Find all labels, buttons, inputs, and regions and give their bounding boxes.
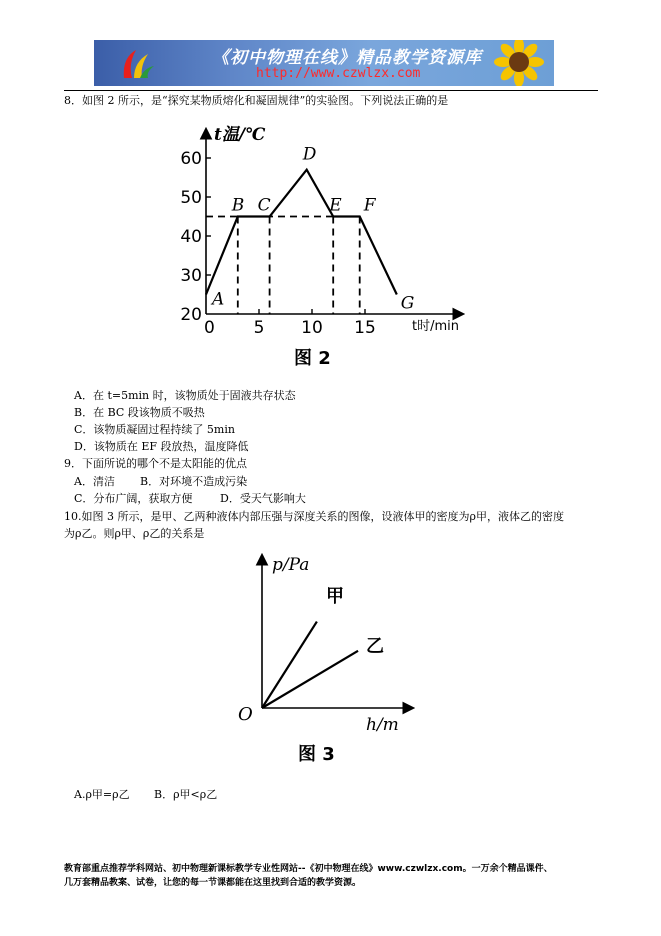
figure-2-point-label: G [400,293,415,314]
banner-url[interactable]: http://www.czwlzx.com [256,66,421,81]
figure-3-origin-label: O [238,704,253,725]
figure-2-melting-chart [180,118,480,380]
figure-3-pressure-chart [232,548,422,738]
q10-option-b[interactable]: B．ρ甲<ρ乙 [154,788,218,801]
figure-3-label-yi: 乙 [366,636,384,657]
figure-3-label-jia: 甲 [326,586,344,607]
figure-2-x-tick-label: 0 [204,318,215,338]
page-footer [64,862,604,890]
figure-2-point-label: F [363,195,376,216]
q8-option-c[interactable]: C．该物质凝固过程持续了 5min [74,423,235,436]
figure-2-point-label: D [302,144,317,165]
figure-2-point-label: A [212,289,225,310]
figure-3-y-axis-label: p/Pa [272,555,310,575]
q9-option-d[interactable]: D．受天气影响大 [220,492,306,505]
figure-2-guide-lines [206,217,360,315]
question-10-stem-line-2: 为ρ乙。则ρ甲、ρ乙的关系是 [64,527,205,540]
figure-2-x-tick-label: 15 [354,318,376,338]
figure-2-y-tick-label: 60 [180,149,202,169]
footer-line-1: 教育部重点推荐学科网站、初中物理新课标教学专业性网站--《初中物理在线》www.czwlzx.com。一万余个精品课件、 [64,864,553,874]
figure-2-x-tick-label: 5 [253,318,265,338]
figure-2-y-tick-label: 20 [180,305,202,325]
q8-option-d[interactable]: D．该物质在 EF 段放热，温度降低 [74,440,249,453]
figure-3-x-axis-label: h/m [366,715,399,735]
figure-2-temperature-curve [206,170,397,295]
q9-option-b[interactable]: B．对环境不造成污染 [140,475,248,488]
q8-option-a[interactable]: A．在 t=5min 时，该物质处于固液共存状态 [74,389,296,402]
figure-2-x-axis-label: t时/min [412,319,459,334]
question-10-stem-line-1: 10.如图 3 所示，是甲、乙两种液体内部压强与深度关系的图像，设液体甲的密度为ρ甲，液体乙的密度 [64,510,564,523]
sunflower-icon [479,40,554,86]
figure-3-caption: 图 3 [298,744,335,765]
header-banner [94,40,554,86]
question-8-stem: 8．如图 2 所示，是“探究某物质熔化和凝固规律”的实验图。下列说法正确的是 [64,94,449,107]
figure-2-x-tick-label: 10 [301,318,323,338]
figure-2-point-label: B [231,195,245,216]
footer-line-2: 几万套精品教案、试卷，让您的每一节课都能在这里找到合适的教学资源。 [64,878,362,888]
figure-2-y-tick-label: 40 [180,227,202,247]
question-9-stem: 9．下面所说的哪个不是太阳能的优点 [64,457,247,470]
figure-2-caption: 图 2 [294,348,331,369]
figure-2-point-label: E [329,195,342,216]
figure-3-line-jia [262,622,317,708]
figure-2-point-label: C [257,195,271,216]
figure-2-point-labels [210,145,414,314]
q8-option-b[interactable]: B．在 BC 段该物质不吸热 [74,406,205,419]
q10-option-a[interactable]: A.ρ甲=ρ乙 [74,788,130,801]
figure-2-y-axis-label: t温/℃ [214,125,266,145]
q9-option-c[interactable]: C．分布广阔，获取方便 [74,492,193,505]
figure-3-line-yi [262,651,358,708]
figure-2-y-tick-label: 30 [180,266,202,286]
header-divider [64,90,598,91]
banner-title: 《初中物理在线》精品教学资源库 [212,48,482,68]
figure-2-y-tick-label: 50 [180,188,202,208]
site-logo-icon [118,44,158,82]
q9-option-a[interactable]: A．清洁 [74,475,115,488]
